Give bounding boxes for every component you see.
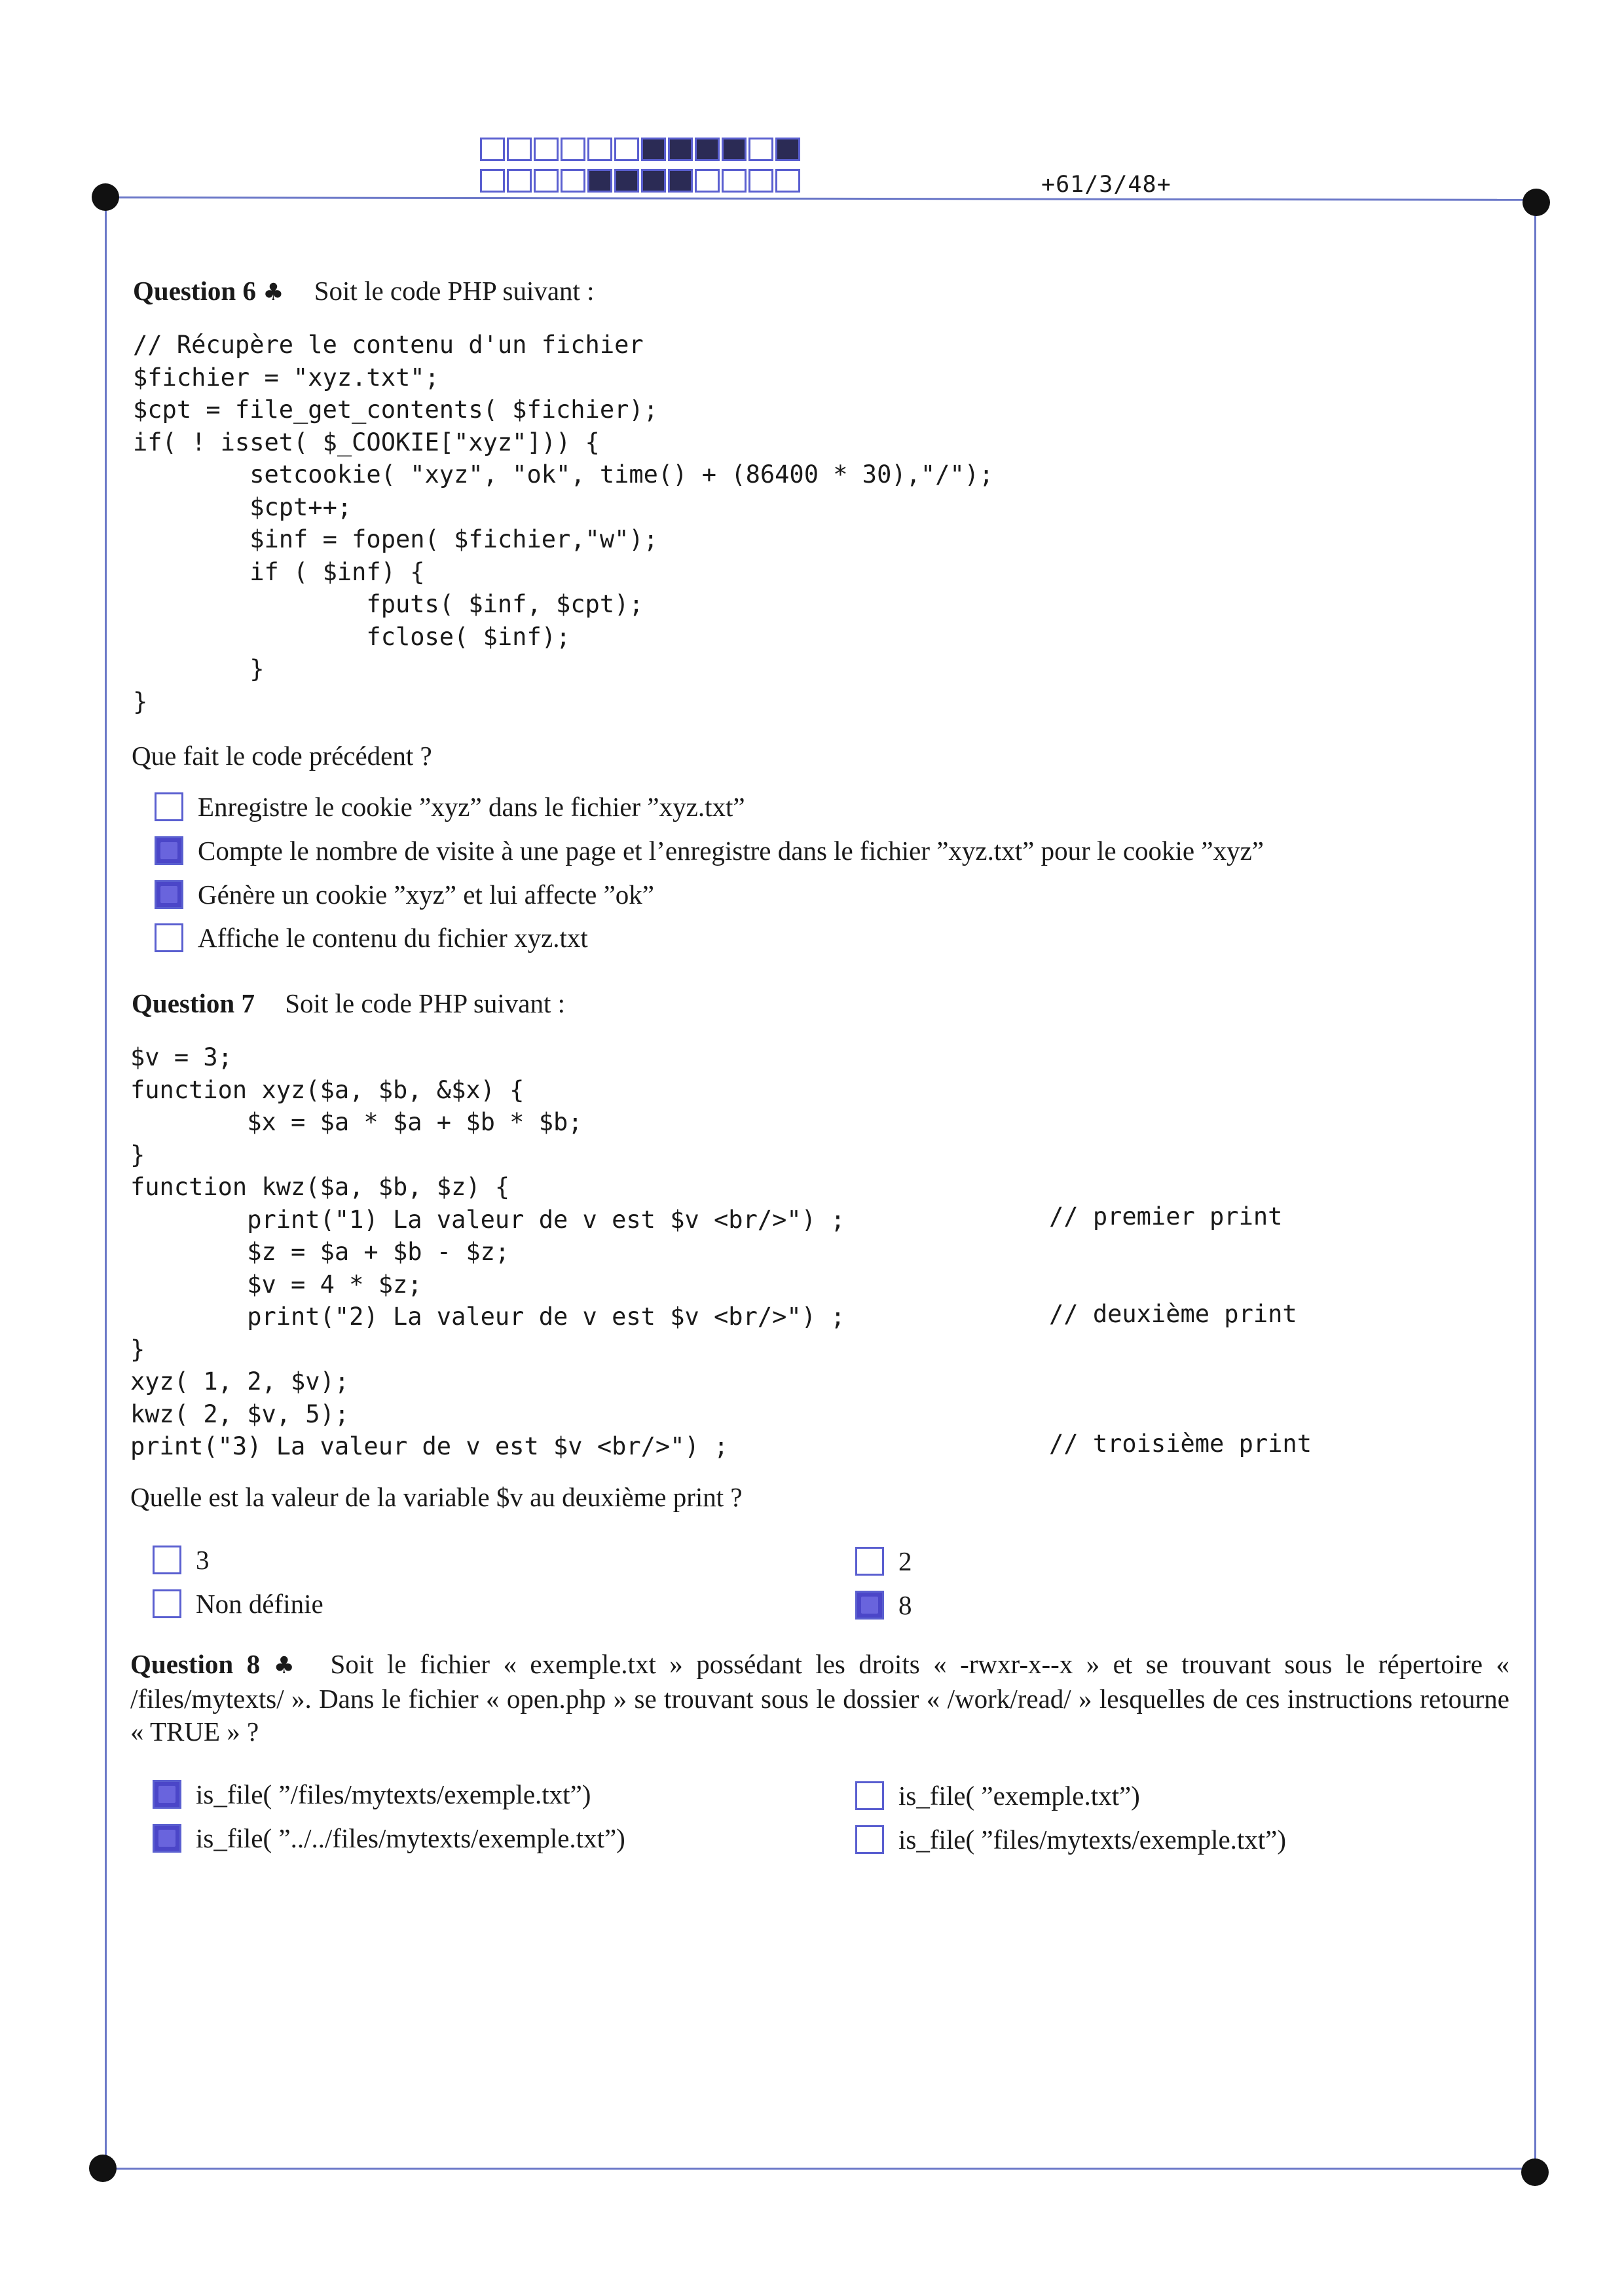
barcode-cell [695,169,720,193]
frame-left-line [105,196,107,2169]
answer-option[interactable] [153,1823,625,1854]
barcode-cell [775,169,800,193]
answer-option[interactable] [155,791,745,823]
checkbox[interactable] [153,1546,181,1574]
barcode-cell [561,169,585,193]
barcode-cell [561,138,585,161]
question-7-prompt: Quelle est la valeur de la variable $v au deuxième print ? [130,1482,743,1512]
barcode-cell [534,169,559,193]
barcode-cell [614,138,639,161]
barcode-cell [722,138,747,161]
answer-label: 8 [898,1590,912,1620]
corner-mark-bottom-left [89,2155,117,2182]
checkbox[interactable] [155,836,183,865]
barcode-cell [722,169,747,193]
question-6-header [133,275,595,306]
barcode-cell [668,138,693,161]
answer-option[interactable] [153,1779,591,1810]
checkbox[interactable] [153,1780,181,1809]
answer-option[interactable] [855,1589,912,1621]
checkbox[interactable] [855,1825,884,1854]
answer-label: Génère un cookie ”xyz” et lui affecte ”ok” [198,880,654,910]
checkbox[interactable] [855,1591,884,1620]
barcode-cell [614,169,639,193]
checkbox[interactable] [155,792,183,821]
answer-label: Affiche le contenu du fichier xyz.txt [198,923,588,953]
barcode-cell [668,169,693,193]
question-intro: Soit le code PHP suivant : [314,276,595,306]
barcode-cell [775,138,800,161]
question-label: Question 6 [133,276,256,306]
corner-mark-top-left [92,183,119,211]
code-comment: // troisième print [1049,1430,1312,1458]
question-6-prompt: Que fait le code précédent ? [132,741,432,771]
answer-label: Non définie [196,1589,323,1619]
answer-option[interactable] [155,922,588,954]
question-label: Question 7 [132,988,255,1018]
corner-mark-bottom-right [1521,2158,1549,2186]
answer-label: 3 [196,1545,210,1575]
answer-label: is_file( ”exemple.txt”) [898,1781,1140,1811]
answer-option[interactable] [155,835,1264,866]
question-intro: Soit le code PHP suivant : [285,988,566,1018]
exam-id: +61/3/48+ [1041,172,1172,198]
barcode-cell [695,138,720,161]
frame-bottom-line [103,2168,1536,2170]
barcode-cell [480,138,505,161]
checkbox[interactable] [153,1589,181,1618]
corner-mark-top-right [1522,189,1550,216]
frame-top-line [107,196,1536,201]
checkbox[interactable] [153,1824,181,1853]
barcode-cell [748,138,773,161]
barcode-cell [534,138,559,161]
code-comment: // deuxième print [1049,1300,1297,1328]
barcode-cell [507,138,532,161]
answer-option[interactable] [155,879,654,910]
answer-label: is_file( ”../../files/mytexts/exemple.txt”) [196,1823,625,1853]
answer-option[interactable] [855,1780,1140,1811]
answer-option[interactable] [855,1546,912,1577]
answer-option[interactable] [153,1588,323,1620]
club-icon: ♣ [263,279,284,306]
checkbox[interactable] [155,880,183,909]
checkbox[interactable] [855,1547,884,1576]
answer-label: is_file( ”/files/mytexts/exemple.txt”) [196,1779,591,1809]
barcode-cell [641,138,666,161]
barcode-cell [507,169,532,193]
barcode-row-1 [480,138,802,161]
question-8-text [130,1648,1509,1748]
answer-label: Compte le nombre de visite à une page et l’enregistre dans le fichier ”xyz.txt” pour le cookie ”xyz” [198,836,1264,866]
answer-label: 2 [898,1546,912,1576]
barcode-cell [480,169,505,193]
answer-option[interactable] [153,1544,210,1576]
question-body: Soit le fichier « exemple.txt » possédant les droits « -rwxr-x--x » et se trouvant sous le répertoire « /files/mytexts/ ». Dans le fichier « open.php » se trouvant sous le dossier « /work/read/ » lesquelles de ces instructions retourne « TRUE » ? [130,1649,1510,1747]
code-block-q7: $v = 3; function xyz($a, $b, &$x) { $x = $a * $a + $b * $b; } function kwz($a, $b, $z) { print("1) La valeur de v est $v <br/>") ; $z = $a + $b - $z; $v = 4 * $z; print("2) La valeur de v est $v <br/>") ; } xyz( 1, 2, $v); kwz( 2, $v, 5); print("3) La valeur de v est $v <br/>") ; [130,1043,845,1460]
checkbox[interactable] [855,1781,884,1810]
frame-right-line [1534,200,1536,2168]
question-7-header [132,988,565,1019]
answer-label: Enregistre le cookie ”xyz” dans le fichier ”xyz.txt” [198,792,745,822]
barcode-cell [748,169,773,193]
answer-label: is_file( ”files/mytexts/exemple.txt”) [898,1824,1287,1855]
barcode-cell [641,169,666,193]
answer-option[interactable] [855,1824,1286,1855]
checkbox[interactable] [155,923,183,952]
club-icon: ♣ [273,1652,302,1679]
code-comment: // premier print [1049,1202,1283,1231]
barcode-cell [587,138,612,161]
barcode-cell [587,169,612,193]
code-block-q6: // Récupère le contenu d'un fichier $fichier = "xyz.txt"; $cpt = file_get_contents( $fichier); if( ! isset( $_COOKIE["xyz"])) { setcookie( "xyz", "ok", time() + (86400 * 30),"/"); $cpt++; $inf = fopen( $fichier,"w"); if ( $inf) { fputs( $inf, $cpt); fclose( $inf); } } [133,331,994,716]
question-label: Question 8 [130,1649,261,1679]
barcode-row-2 [480,169,802,193]
